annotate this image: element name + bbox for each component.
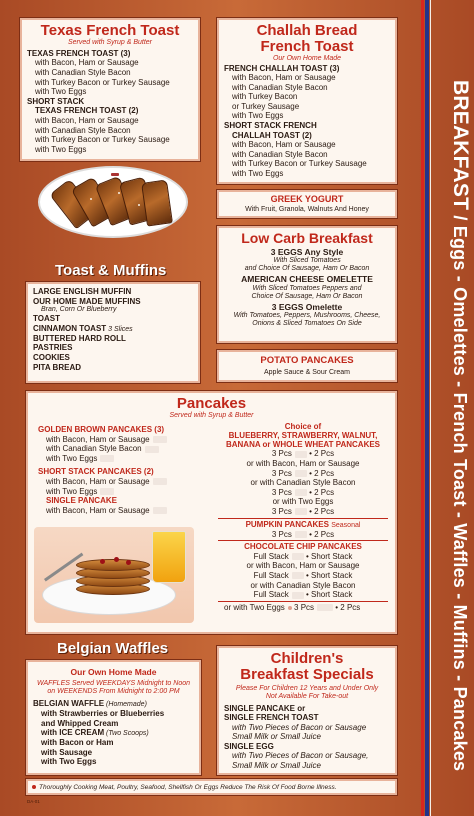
toast-item (33, 287, 193, 297)
price-blank (153, 507, 167, 514)
texas-line (27, 126, 193, 136)
texas-line (27, 87, 193, 97)
waffle-line-note: (Homemade) (104, 700, 147, 708)
waffle-line-text: and Whipped Cream (41, 718, 119, 728)
size-row: Full Stack • Short Stack (253, 570, 353, 580)
children-line-text: Small Milk or Small Juice (232, 761, 321, 771)
lowcarb-item-desc: With Sliced Tomatoes and Choice Of Sausage, Ham Or Bacon (244, 257, 370, 273)
toast-slice (141, 179, 173, 226)
footer-warning (26, 779, 397, 795)
price-blank (295, 489, 307, 496)
pancake-line (38, 467, 214, 477)
challah-line (224, 111, 390, 121)
waffle-line (33, 719, 194, 729)
divider (218, 540, 388, 541)
pumpkin-name: PUMPKIN PANCAKES (245, 519, 329, 529)
low-carb-panel (217, 226, 397, 343)
size-row: 3 Pcs • 2 Pcs (271, 487, 335, 497)
waffles-note: WAFFLES Served WEEKDAYS Midnight to Noon on WEEKENDS From Midnight to 2:00 PM (36, 679, 191, 695)
toast-muffins-panel (26, 282, 200, 383)
toast-item (33, 334, 193, 344)
white-stripe (430, 0, 431, 816)
photo-berry (114, 557, 119, 562)
price-blank (100, 488, 114, 495)
toast-item-name: BUTTERED HARD ROLL (33, 333, 126, 343)
challah-line-text: with Bacon, Ham or Sausage (232, 73, 336, 83)
children-note: Please For Children 12 Years and Under Only Not Available For Take-out (235, 684, 379, 700)
powdered-sugar (118, 192, 120, 194)
challah-line (224, 159, 390, 169)
waffle-line-text: with Two Eggs (41, 757, 97, 767)
powdered-sugar (90, 198, 92, 200)
price-blank (292, 553, 304, 560)
challah-line (224, 73, 390, 83)
size-row: Full Stack • Short Stack (253, 551, 353, 561)
lowcarb-item-name: 3 EGGS Any Style (270, 246, 344, 257)
children-line-text: SINGLE EGG (224, 741, 274, 751)
blue-stripe (425, 0, 429, 816)
waffles-title: Belgian Waffles (57, 640, 169, 657)
choc-option: or with Canadian Style Bacon (250, 580, 356, 590)
challah-panel (217, 18, 397, 184)
divider (218, 601, 388, 602)
texas-line-text: with Two Eggs (35, 87, 87, 97)
french-toast-photo (38, 166, 188, 238)
texas-line-text: TEXAS FRENCH TOAST (2) (35, 106, 139, 116)
texas-french-toast-panel (20, 18, 200, 161)
last-row: or with Two Eggs 3 Pcs • 2 Pcs (224, 602, 361, 612)
challah-line-text: with Canadian Style Bacon (232, 82, 328, 92)
waffle-line-note: (Two Scoops) (104, 730, 149, 738)
lowcarb-item-desc: With Tomatoes, Peppers, Mushrooms, Cheese, Onions & Sliced Tomatoes On Side (233, 312, 381, 328)
photo-pancake (76, 559, 150, 571)
waffle-items (28, 696, 199, 767)
challah-items (219, 62, 395, 179)
size-row: 3 Pcs • 2 Pcs (271, 449, 335, 459)
challah-line-text: with Two Eggs (232, 111, 284, 121)
children-line-text: with Two Pieces of Bacon or Sausage (232, 722, 367, 732)
pumpkin-seasonal: Seasonal (331, 521, 361, 529)
price-blank (295, 470, 307, 477)
potato-pancakes-panel (217, 350, 397, 382)
children-line-text: Small Milk or Small Juice (232, 732, 321, 742)
size-a: 3 Pcs (271, 506, 292, 516)
size-b: Short Stack (311, 590, 353, 600)
price-blank (295, 508, 307, 515)
toast-item (33, 324, 193, 334)
children-title-1: Children's (270, 650, 344, 667)
toast-item-name: PASTRIES (33, 343, 73, 353)
children-line-text: with Two Pieces of Bacon or Sausage, (232, 751, 369, 761)
size-b: 2 Pcs (314, 506, 335, 516)
choice-list: BLUEBERRY, STRAWBERRY, WALNUT, BANANA or WHOLE WHEAT PANCAKES (225, 431, 381, 450)
texas-line-text: with Canadian Style Bacon (35, 67, 131, 77)
waffles-panel (26, 660, 201, 775)
lowcarb-item-name: 3 EGGS Omelette (271, 301, 343, 312)
challah-line (224, 131, 390, 141)
potato-description: Apple Sauce & Sour Cream (264, 368, 350, 376)
pancakes-photo (34, 527, 194, 623)
children-line (224, 761, 390, 771)
size-row: Full Stack • Short Stack (253, 590, 353, 600)
texas-line (27, 58, 193, 68)
waffle-line (33, 757, 194, 767)
children-items (219, 701, 395, 771)
texas-line-text: with Two Eggs (35, 144, 87, 154)
choc-title-line (214, 542, 392, 552)
toast-item-name: OUR HOME MADE MUFFINS (33, 296, 141, 306)
pancake-line (38, 454, 214, 464)
size-a: Full Stack (253, 570, 289, 580)
size-a: 3 Pcs (271, 449, 292, 459)
toast-item (33, 363, 193, 373)
texas-line-text: with Turkey Bacon or Turkey Sausage (35, 77, 170, 87)
price-blank (295, 451, 307, 458)
pancake-line-text: with Bacon, Ham or Sausage (46, 476, 150, 486)
waffle-line-text: BELGIAN WAFFLE (33, 698, 105, 708)
toast-item-name: TOAST (33, 314, 60, 324)
choice-prices (214, 449, 392, 516)
pancakes-left-list (38, 425, 214, 515)
texas-items (22, 46, 198, 155)
pancake-line-text: with Bacon, Ham or Sausage (46, 434, 150, 444)
size-a: Full Stack (253, 590, 289, 600)
warning-text: Thoroughly Cooking Meat, Poultry, Seafood, Shellfish Or Eggs Reduce The Risk Of Food Borne Illness. (39, 784, 337, 791)
challah-line (224, 102, 390, 112)
challah-line-text: SHORT STACK FRENCH (224, 121, 317, 131)
warning-line (28, 781, 395, 791)
toast-item-note: 3 Slices (106, 325, 133, 333)
lowcarb-items (219, 246, 395, 329)
choc-option: or with Bacon, Ham or Sausage (246, 561, 360, 571)
last-row-a: 3 Pcs (294, 602, 315, 612)
challah-line (224, 64, 390, 74)
pumpkin-line (214, 520, 392, 530)
footer-code: DA-01 (27, 799, 40, 804)
pancake-line (38, 506, 214, 516)
pancakes-right-column (214, 423, 392, 612)
lowcarb-title: Low Carb Breakfast (241, 230, 373, 246)
challah-line-text: with Canadian Style Bacon (232, 149, 328, 159)
last-row-b: 2 Pcs (340, 602, 361, 612)
lowcarb-item-name: AMERICAN CHEESE OMELETTE (241, 274, 373, 285)
plate-logo (111, 173, 119, 176)
waffle-line-text: with Bacon or Ham (41, 738, 114, 748)
waffles-subtitle: Our Own Home Made (70, 667, 157, 677)
pancakes-subtitle: Served with Syrup & Butter (169, 411, 254, 419)
texas-title: Texas French Toast (40, 22, 180, 39)
texas-line (27, 68, 193, 78)
divider (218, 518, 388, 519)
price-blank (145, 446, 159, 453)
texas-line (27, 97, 193, 107)
challah-line (224, 83, 390, 93)
toast-item (33, 343, 193, 353)
size-a: Full Stack (253, 551, 289, 561)
challah-line (224, 121, 390, 131)
waffle-line (33, 709, 194, 719)
photo-berry (100, 559, 105, 564)
size-a: 3 Pcs (271, 487, 292, 497)
pancake-line-text: SINGLE PANCAKE (46, 496, 117, 506)
toast-item (33, 353, 193, 363)
pancake-line (38, 496, 214, 506)
pancake-line-text: with Two Eggs (46, 453, 98, 463)
texas-line-text: with Turkey Bacon or Turkey Sausage (35, 135, 170, 145)
challah-line-text: CHALLAH TOAST (2) (232, 130, 312, 140)
pumpkin-sizes: 3 Pcs • 2 Pcs (271, 529, 335, 539)
texas-line-text: with Canadian Style Bacon (35, 125, 131, 135)
toast-item-name: LARGE ENGLISH MUFFIN (33, 287, 132, 296)
toast-item-name: CINNAMON TOAST (33, 323, 107, 333)
powdered-sugar (138, 204, 140, 206)
toast-muffins-title: Toast & Muffins (55, 262, 167, 279)
texas-line (27, 145, 193, 155)
price-blank (292, 572, 304, 579)
waffle-line-text: with Strawberries or Blueberries (41, 708, 165, 718)
side-banner-categories: / Eggs - Omelettes - French Toast - Waffles - Muffins - Pancakes (450, 210, 470, 772)
challah-title-2: French Toast (260, 37, 354, 55)
greek-title: GREEK YOGURT (270, 194, 344, 204)
children-line (224, 723, 390, 733)
size-row: 3 Pcs • 2 Pcs (271, 468, 335, 478)
choc-name: CHOCOLATE CHIP PANCAKES (244, 542, 362, 552)
choice-option: or with Two Eggs (272, 497, 334, 507)
texas-line-text: SHORT STACK (27, 96, 85, 106)
texas-line-text: with Bacon, Ham or Sausage (35, 58, 139, 68)
pancake-line (38, 435, 214, 445)
challah-subtitle: Our Own Home Made (272, 54, 342, 62)
challah-line-text: FRENCH CHALLAH TOAST (3) (224, 63, 340, 73)
children-panel (217, 646, 397, 775)
pancake-line-text: with Two Eggs (46, 486, 98, 496)
texas-line-text: with Bacon, Ham or Sausage (35, 115, 139, 125)
price-blank (317, 604, 333, 611)
side-banner-title: BREAKFAST (449, 80, 472, 211)
size-b: Short Stack (311, 551, 353, 561)
size-b: 2 Pcs (314, 487, 335, 497)
children-title-2: Breakfast Specials (240, 665, 374, 683)
choice-title: Choice of (284, 422, 322, 431)
choice-option: or with Canadian Style Bacon (250, 478, 356, 488)
challah-line-text: or Turkey Sausage (232, 101, 300, 111)
price-blank (153, 478, 167, 485)
texas-line (27, 78, 193, 88)
pancake-line (38, 444, 214, 454)
lowcarb-item-desc: With Sliced Tomatoes Peppers and Choice Of Sausage, Ham Or Bacon (251, 284, 363, 300)
pumpkin-size-a: 3 Pcs (271, 529, 292, 539)
waffle-line-text: with Sausage (41, 747, 93, 757)
pumpkin-size-b: 2 Pcs (314, 529, 335, 539)
toast-item-note: Bran, Corn Or Blueberry (41, 306, 117, 314)
waffle-line (33, 699, 194, 709)
toast-item-name: COOKIES (33, 352, 70, 362)
toast-item (33, 314, 193, 324)
texas-subtitle: Served with Syrup & Butter (67, 38, 153, 46)
waffle-line (33, 728, 194, 738)
children-line-text: SINGLE FRENCH TOAST (224, 713, 319, 723)
challah-line-text: with Turkey Bacon or Turkey Sausage (232, 159, 367, 169)
pancake-line-text: with Bacon, Ham or Sausage (46, 505, 150, 515)
greek-description: With Fruit, Granola, Walnuts And Honey (245, 206, 369, 214)
children-line (224, 742, 390, 752)
size-row: 3 Pcs • 2 Pcs (271, 506, 335, 516)
photo-berry (126, 560, 131, 565)
potato-title: POTATO PANCAKES (260, 355, 354, 366)
choc-rows (214, 552, 392, 600)
pancake-line (38, 487, 214, 497)
challah-line-text: with Bacon, Ham or Sausage (232, 140, 336, 150)
price-blank (100, 455, 114, 462)
children-line (224, 751, 390, 761)
pancake-line-text: with Canadian Style Bacon (46, 444, 142, 454)
size-b: 2 Pcs (314, 468, 335, 478)
warning-icon (32, 785, 36, 789)
size-a: 3 Pcs (271, 468, 292, 478)
texas-line-text: TEXAS FRENCH TOAST (3) (27, 48, 131, 58)
challah-line (224, 150, 390, 160)
challah-line-text: with Two Eggs (232, 169, 284, 179)
price-blank (153, 436, 167, 443)
red-stripe (421, 0, 424, 816)
toast-item (33, 297, 193, 315)
challah-line (224, 92, 390, 102)
toast-item-name: PITA BREAD (33, 362, 81, 372)
pancake-line (38, 425, 214, 435)
pancake-line (38, 477, 214, 487)
challah-title-1: Challah Bread (256, 22, 358, 39)
waffle-line-text: with ICE CREAM (41, 728, 105, 738)
children-line (224, 704, 390, 714)
price-blank (292, 592, 304, 599)
challah-line (224, 169, 390, 179)
last-row-label: or with Two Eggs (224, 602, 285, 612)
size-b: Short Stack (311, 570, 353, 580)
children-line-text: SINGLE PANCAKE or (224, 703, 306, 713)
price-blank (295, 531, 307, 538)
children-line (224, 713, 390, 723)
pancake-line-text: SHORT STACK PANCAKES (2) (38, 467, 154, 477)
toast-items (28, 284, 198, 372)
texas-line (27, 116, 193, 126)
children-line (224, 732, 390, 742)
greek-yogurt-panel (217, 190, 397, 218)
texas-line (27, 106, 193, 116)
photo-orange-juice (152, 531, 186, 583)
pancake-line-text: GOLDEN BROWN PANCAKES (3) (38, 425, 165, 434)
challah-line-text: with Turkey Bacon (232, 92, 298, 102)
size-b: 2 Pcs (314, 449, 335, 459)
texas-line (27, 135, 193, 145)
waffle-line (33, 748, 194, 758)
side-banner (442, 80, 472, 816)
pancakes-title: Pancakes (176, 395, 247, 412)
egg-icon (288, 606, 292, 610)
challah-line (224, 140, 390, 150)
choice-option: or with Bacon, Ham or Sausage (246, 458, 360, 468)
texas-line (27, 49, 193, 59)
waffle-line (33, 738, 194, 748)
